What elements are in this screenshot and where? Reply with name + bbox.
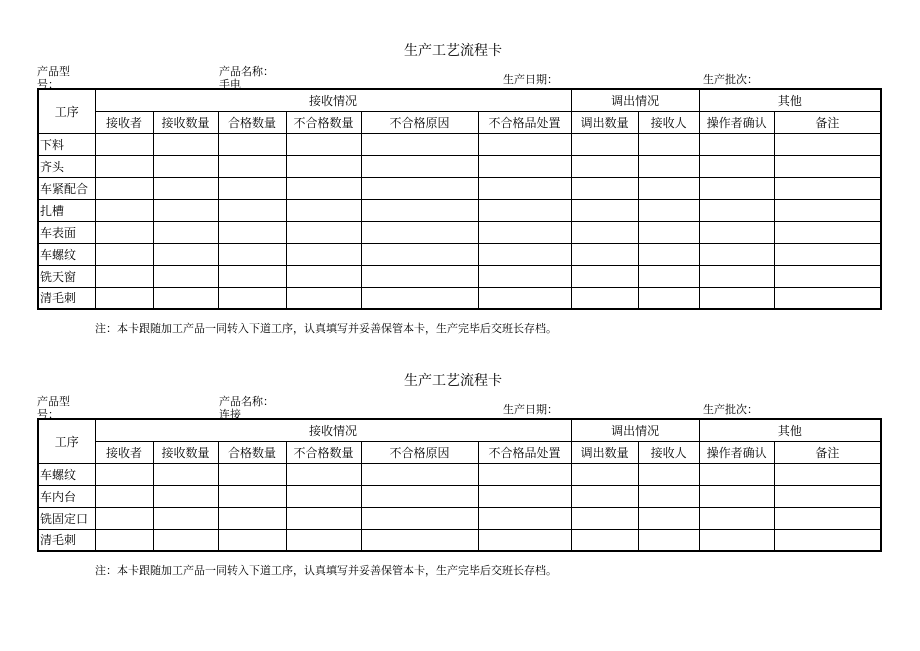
table-cell[interactable] xyxy=(95,199,153,221)
table-cell[interactable] xyxy=(774,155,881,177)
table-cell[interactable] xyxy=(361,463,478,485)
table-cell[interactable] xyxy=(286,265,361,287)
table-cell[interactable] xyxy=(361,133,478,155)
table-cell[interactable] xyxy=(571,243,638,265)
table-cell[interactable] xyxy=(699,463,774,485)
process-name: 车螺纹 xyxy=(38,243,95,265)
group-header-receive: 接收情况 xyxy=(95,419,571,441)
col-header: 合格数量 xyxy=(218,111,286,133)
col-header: 接收数量 xyxy=(153,111,218,133)
table-cell[interactable] xyxy=(218,199,286,221)
table-cell[interactable] xyxy=(774,177,881,199)
product-name-label: 产品名称： xyxy=(219,395,274,408)
table-row xyxy=(38,287,881,309)
process-header: 工序 xyxy=(38,89,95,133)
col-header: 不合格品处置 xyxy=(478,441,571,463)
table-cell[interactable] xyxy=(153,265,218,287)
table-cell[interactable] xyxy=(286,243,361,265)
col-header: 接收数量 xyxy=(153,441,218,463)
process-name: 铣固定口 xyxy=(38,507,95,529)
table-cell[interactable] xyxy=(361,485,478,507)
table-cell[interactable] xyxy=(286,463,361,485)
table-cell[interactable] xyxy=(478,463,571,485)
product-name-value: 手电 xyxy=(219,78,241,91)
production-date-label: 生产日期： xyxy=(503,73,558,86)
product-name-value: 连接 xyxy=(219,408,241,421)
col-header: 调出数量 xyxy=(571,441,638,463)
table-row xyxy=(38,265,881,287)
table-cell[interactable] xyxy=(774,199,881,221)
table-cell[interactable] xyxy=(571,265,638,287)
card-note: 注：本卡跟随加工产品一同转入下道工序，认真填写并妥善保管本卡，生产完毕后交班长存档。 xyxy=(95,564,557,577)
table-cell[interactable] xyxy=(361,177,478,199)
table-cell[interactable] xyxy=(153,529,218,551)
table-cell[interactable] xyxy=(571,463,638,485)
table-cell[interactable] xyxy=(153,133,218,155)
table-cell[interactable] xyxy=(478,177,571,199)
process-table xyxy=(37,418,882,552)
table-cell[interactable] xyxy=(218,485,286,507)
table-cell[interactable] xyxy=(699,485,774,507)
table-cell[interactable] xyxy=(218,287,286,309)
card-title: 生产工艺流程卡 xyxy=(404,43,502,59)
table-cell[interactable] xyxy=(218,529,286,551)
table-cell[interactable] xyxy=(699,243,774,265)
table-row xyxy=(38,133,881,155)
table-row xyxy=(38,221,881,243)
table-cell[interactable] xyxy=(361,155,478,177)
table-cell[interactable] xyxy=(218,463,286,485)
table-cell[interactable] xyxy=(286,485,361,507)
table-cell[interactable] xyxy=(699,265,774,287)
table-row xyxy=(38,199,881,221)
table-cell[interactable] xyxy=(571,529,638,551)
product-model-label: 产品型号： xyxy=(37,395,70,421)
table-cell[interactable] xyxy=(638,243,699,265)
process-name: 齐头 xyxy=(38,155,95,177)
table-cell[interactable] xyxy=(478,133,571,155)
table-row xyxy=(38,507,881,529)
table-cell[interactable] xyxy=(95,221,153,243)
table-cell[interactable] xyxy=(286,221,361,243)
table-cell[interactable] xyxy=(95,133,153,155)
table-cell[interactable] xyxy=(571,507,638,529)
table-cell[interactable] xyxy=(361,529,478,551)
table-cell[interactable] xyxy=(571,287,638,309)
table-cell[interactable] xyxy=(95,155,153,177)
table-cell[interactable] xyxy=(699,199,774,221)
table-cell[interactable] xyxy=(286,529,361,551)
table-cell[interactable] xyxy=(571,199,638,221)
col-header: 操作者确认 xyxy=(699,441,774,463)
table-cell[interactable] xyxy=(638,133,699,155)
table-cell[interactable] xyxy=(571,177,638,199)
table-cell[interactable] xyxy=(774,287,881,309)
table-cell[interactable] xyxy=(286,199,361,221)
table-cell[interactable] xyxy=(638,485,699,507)
table-cell[interactable] xyxy=(638,155,699,177)
process-name: 下料 xyxy=(38,133,95,155)
table-cell[interactable] xyxy=(571,485,638,507)
col-header: 操作者确认 xyxy=(699,111,774,133)
table-cell[interactable] xyxy=(153,221,218,243)
table-cell[interactable] xyxy=(638,177,699,199)
table-cell[interactable] xyxy=(774,133,881,155)
table-cell[interactable] xyxy=(638,199,699,221)
table-cell[interactable] xyxy=(774,463,881,485)
table-cell[interactable] xyxy=(478,221,571,243)
table-row xyxy=(38,485,881,507)
table-cell[interactable] xyxy=(361,199,478,221)
table-cell[interactable] xyxy=(699,133,774,155)
card-note: 注：本卡跟随加工产品一同转入下道工序，认真填写并妥善保管本卡，生产完毕后交班长存档。 xyxy=(95,322,557,335)
table-cell[interactable] xyxy=(699,507,774,529)
table-row xyxy=(38,155,881,177)
table-cell[interactable] xyxy=(286,155,361,177)
table-cell[interactable] xyxy=(95,463,153,485)
table-cell[interactable] xyxy=(218,155,286,177)
col-header: 备注 xyxy=(774,441,881,463)
table-cell[interactable] xyxy=(478,529,571,551)
col-header: 合格数量 xyxy=(218,441,286,463)
table-cell[interactable] xyxy=(286,287,361,309)
table-cell[interactable] xyxy=(571,221,638,243)
table-cell[interactable] xyxy=(478,265,571,287)
col-header: 调出数量 xyxy=(571,111,638,133)
col-header: 不合格原因 xyxy=(361,111,478,133)
table-cell[interactable] xyxy=(774,507,881,529)
col-header: 接收人 xyxy=(638,111,699,133)
process-name: 车内台 xyxy=(38,485,95,507)
table-cell[interactable] xyxy=(571,133,638,155)
table-cell[interactable] xyxy=(699,221,774,243)
table-cell[interactable] xyxy=(153,507,218,529)
table-cell[interactable] xyxy=(638,287,699,309)
table-cell[interactable] xyxy=(218,265,286,287)
table-cell[interactable] xyxy=(95,287,153,309)
group-header-receive: 接收情况 xyxy=(95,89,571,111)
product-model-label: 产品型号： xyxy=(37,65,70,91)
table-cell[interactable] xyxy=(286,177,361,199)
table-cell[interactable] xyxy=(361,243,478,265)
production-batch-label: 生产批次： xyxy=(703,73,758,86)
table-cell[interactable] xyxy=(95,485,153,507)
process-name: 清毛刺 xyxy=(38,287,95,309)
table-cell[interactable] xyxy=(699,177,774,199)
table-cell[interactable] xyxy=(774,529,881,551)
table-cell[interactable] xyxy=(286,133,361,155)
table-cell[interactable] xyxy=(571,155,638,177)
group-header-transfer: 调出情况 xyxy=(571,89,699,111)
table-cell[interactable] xyxy=(638,265,699,287)
table-cell[interactable] xyxy=(218,243,286,265)
col-header: 不合格原因 xyxy=(361,441,478,463)
table-row xyxy=(38,529,881,551)
process-header: 工序 xyxy=(38,419,95,463)
table-cell[interactable] xyxy=(153,243,218,265)
table-cell[interactable] xyxy=(95,177,153,199)
col-header: 接收者 xyxy=(95,111,153,133)
table-cell[interactable] xyxy=(153,287,218,309)
table-cell[interactable] xyxy=(361,507,478,529)
process-name: 车螺纹 xyxy=(38,463,95,485)
table-cell[interactable] xyxy=(638,507,699,529)
col-header: 备注 xyxy=(774,111,881,133)
table-cell[interactable] xyxy=(478,199,571,221)
table-row xyxy=(38,243,881,265)
table-cell[interactable] xyxy=(153,155,218,177)
product-name-label: 产品名称： xyxy=(219,65,274,78)
table-cell[interactable] xyxy=(638,221,699,243)
table-cell[interactable] xyxy=(699,155,774,177)
table-cell[interactable] xyxy=(478,155,571,177)
table-cell[interactable] xyxy=(478,507,571,529)
table-cell[interactable] xyxy=(95,507,153,529)
table-cell[interactable] xyxy=(153,485,218,507)
col-header: 接收者 xyxy=(95,441,153,463)
process-name: 车紧配合 xyxy=(38,177,95,199)
table-cell[interactable] xyxy=(153,463,218,485)
table-cell[interactable] xyxy=(361,287,478,309)
table-cell[interactable] xyxy=(478,287,571,309)
group-header-other: 其他 xyxy=(699,419,881,441)
table-cell[interactable] xyxy=(699,529,774,551)
table-row xyxy=(38,463,881,485)
table-cell[interactable] xyxy=(774,243,881,265)
group-header-other: 其他 xyxy=(699,89,881,111)
col-header: 不合格数量 xyxy=(286,111,361,133)
table-cell[interactable] xyxy=(699,287,774,309)
process-name: 扎槽 xyxy=(38,199,95,221)
table-cell[interactable] xyxy=(218,507,286,529)
table-cell[interactable] xyxy=(774,265,881,287)
table-cell[interactable] xyxy=(153,177,218,199)
table-cell[interactable] xyxy=(774,221,881,243)
process-name: 铣天窗 xyxy=(38,265,95,287)
production-date-label: 生产日期： xyxy=(503,403,558,416)
process-name: 清毛刺 xyxy=(38,529,95,551)
table-cell[interactable] xyxy=(638,463,699,485)
col-header: 接收人 xyxy=(638,441,699,463)
table-cell[interactable] xyxy=(774,485,881,507)
table-cell[interactable] xyxy=(218,177,286,199)
process-table xyxy=(37,88,882,310)
table-cell[interactable] xyxy=(478,243,571,265)
col-header: 不合格品处置 xyxy=(478,111,571,133)
production-batch-label: 生产批次： xyxy=(703,403,758,416)
process-name: 车表面 xyxy=(38,221,95,243)
col-header: 不合格数量 xyxy=(286,441,361,463)
table-cell[interactable] xyxy=(218,133,286,155)
table-cell[interactable] xyxy=(638,529,699,551)
table-cell[interactable] xyxy=(153,199,218,221)
table-cell[interactable] xyxy=(95,243,153,265)
card-title: 生产工艺流程卡 xyxy=(404,373,502,389)
table-cell[interactable] xyxy=(95,529,153,551)
table-cell[interactable] xyxy=(361,221,478,243)
group-header-transfer: 调出情况 xyxy=(571,419,699,441)
table-cell[interactable] xyxy=(218,221,286,243)
table-cell[interactable] xyxy=(478,485,571,507)
table-row xyxy=(38,177,881,199)
table-cell[interactable] xyxy=(95,265,153,287)
table-cell[interactable] xyxy=(361,265,478,287)
table-cell[interactable] xyxy=(286,507,361,529)
